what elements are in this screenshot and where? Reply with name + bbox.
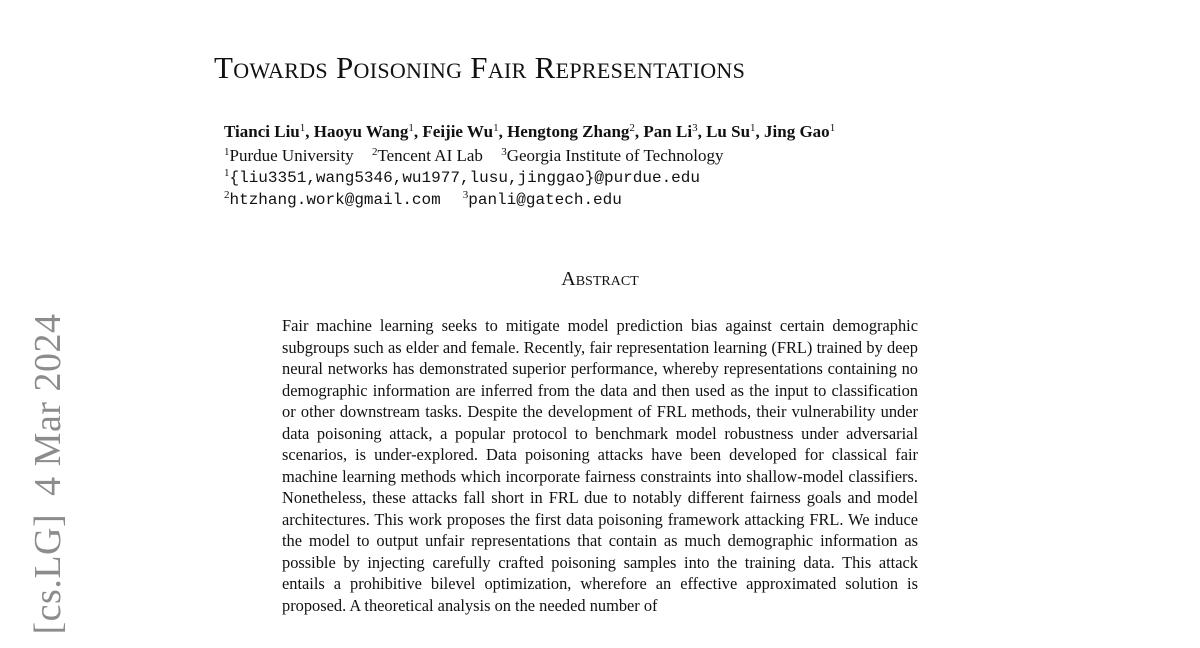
email-item xyxy=(463,191,622,208)
author-name: Haoyu Wang xyxy=(313,122,409,141)
author-affiliation-mark: 1 xyxy=(408,122,414,134)
author-name: Pan Li xyxy=(643,122,693,141)
author-affiliation-mark: 1 xyxy=(493,122,499,134)
email-mark: 3 xyxy=(462,189,469,201)
author-affiliation-mark: 1 xyxy=(750,122,756,134)
affiliation-list xyxy=(224,146,737,166)
email-address[interactable]: {liu3351,wang5346,wu1977,lusu,jinggao}@purdue.edu xyxy=(229,169,700,187)
affiliation-item xyxy=(224,146,354,165)
affiliation-mark: 1 xyxy=(224,146,230,158)
email-address[interactable]: panli@gatech.edu xyxy=(468,191,622,209)
author-name: Jing Gao xyxy=(764,122,830,141)
affiliation-item xyxy=(372,146,483,165)
email-item xyxy=(224,191,441,208)
author-name: Tianci Liu xyxy=(224,122,300,141)
author-affiliation-mark: 1 xyxy=(829,122,836,134)
email-line-secondary xyxy=(224,191,640,209)
author-name: Lu Su xyxy=(706,122,751,141)
affiliation-mark: 3 xyxy=(501,146,507,158)
arxiv-category: [cs.LG] xyxy=(27,513,69,635)
email-mark: 1 xyxy=(224,167,230,179)
affiliation-name: Georgia Institute of Technology xyxy=(506,146,724,165)
abstract-text: Fair machine learning seeks to mitigate model prediction bias against certain demographic subgroups such as elder and female. Recently, fair representation learning (FRL) trained by deep neural networks has demonstrated superior performance, whereby representations containing no demographic information are inferred from the data and then used as the input to classification or other downstream tasks. Despite the development of FRL methods, their vulnerability under data poisoning attack, a popular protocol to benchmark model robustness under adversarial scenarios, is under-explored. Data poisoning attacks have been developed for classical fair machine learning methods which incorporate fairness constraints into shallow-model classifiers. Nonetheless, these attacks fall short in FRL due to notably different fairness goals and model architectures. This work proposes the first data poisoning framework attacking FRL. We induce the model to output unfair representations that contain as much demographic information as possible by injecting carefully crafted poisoning samples into the training data. This attack entails a prohibitive bilevel optimization, wherefore an effective approximated solution is proposed. A theoretical analysis on the needed number of xyxy=(282,316,918,615)
paper-title: Towards Poisoning Fair Representations xyxy=(214,50,746,85)
abstract-heading: Abstract xyxy=(561,268,639,290)
affiliation-name: Tencent AI Lab xyxy=(377,146,483,165)
arxiv-date: 4 Mar 2024 xyxy=(27,313,69,496)
author-list: Tianci Liu$^1$, Haoyu Wang$^1$, Feijie Wu$^1$, Hengtong Zhang$^2$, Pan Li$^3$, Lu Su$^1$, Jing Gao$^1$ xyxy=(224,122,836,141)
author-affiliation-mark: 2 xyxy=(629,122,635,134)
author-name: Feijie Wu xyxy=(422,122,494,141)
email-mark: 2 xyxy=(224,189,230,201)
email-line-primary xyxy=(224,169,700,187)
affiliation-mark: 2 xyxy=(371,146,378,158)
author-name: Hengtong Zhang xyxy=(507,122,630,141)
email-address[interactable]: htzhang.work@gmail.com xyxy=(229,191,441,209)
author-affiliation-mark: 3 xyxy=(692,122,698,134)
arxiv-stamp xyxy=(26,314,70,635)
affiliation-item xyxy=(501,146,723,165)
author-affiliation-mark: 1 xyxy=(299,122,306,134)
affiliation-name: Purdue University xyxy=(229,146,354,165)
